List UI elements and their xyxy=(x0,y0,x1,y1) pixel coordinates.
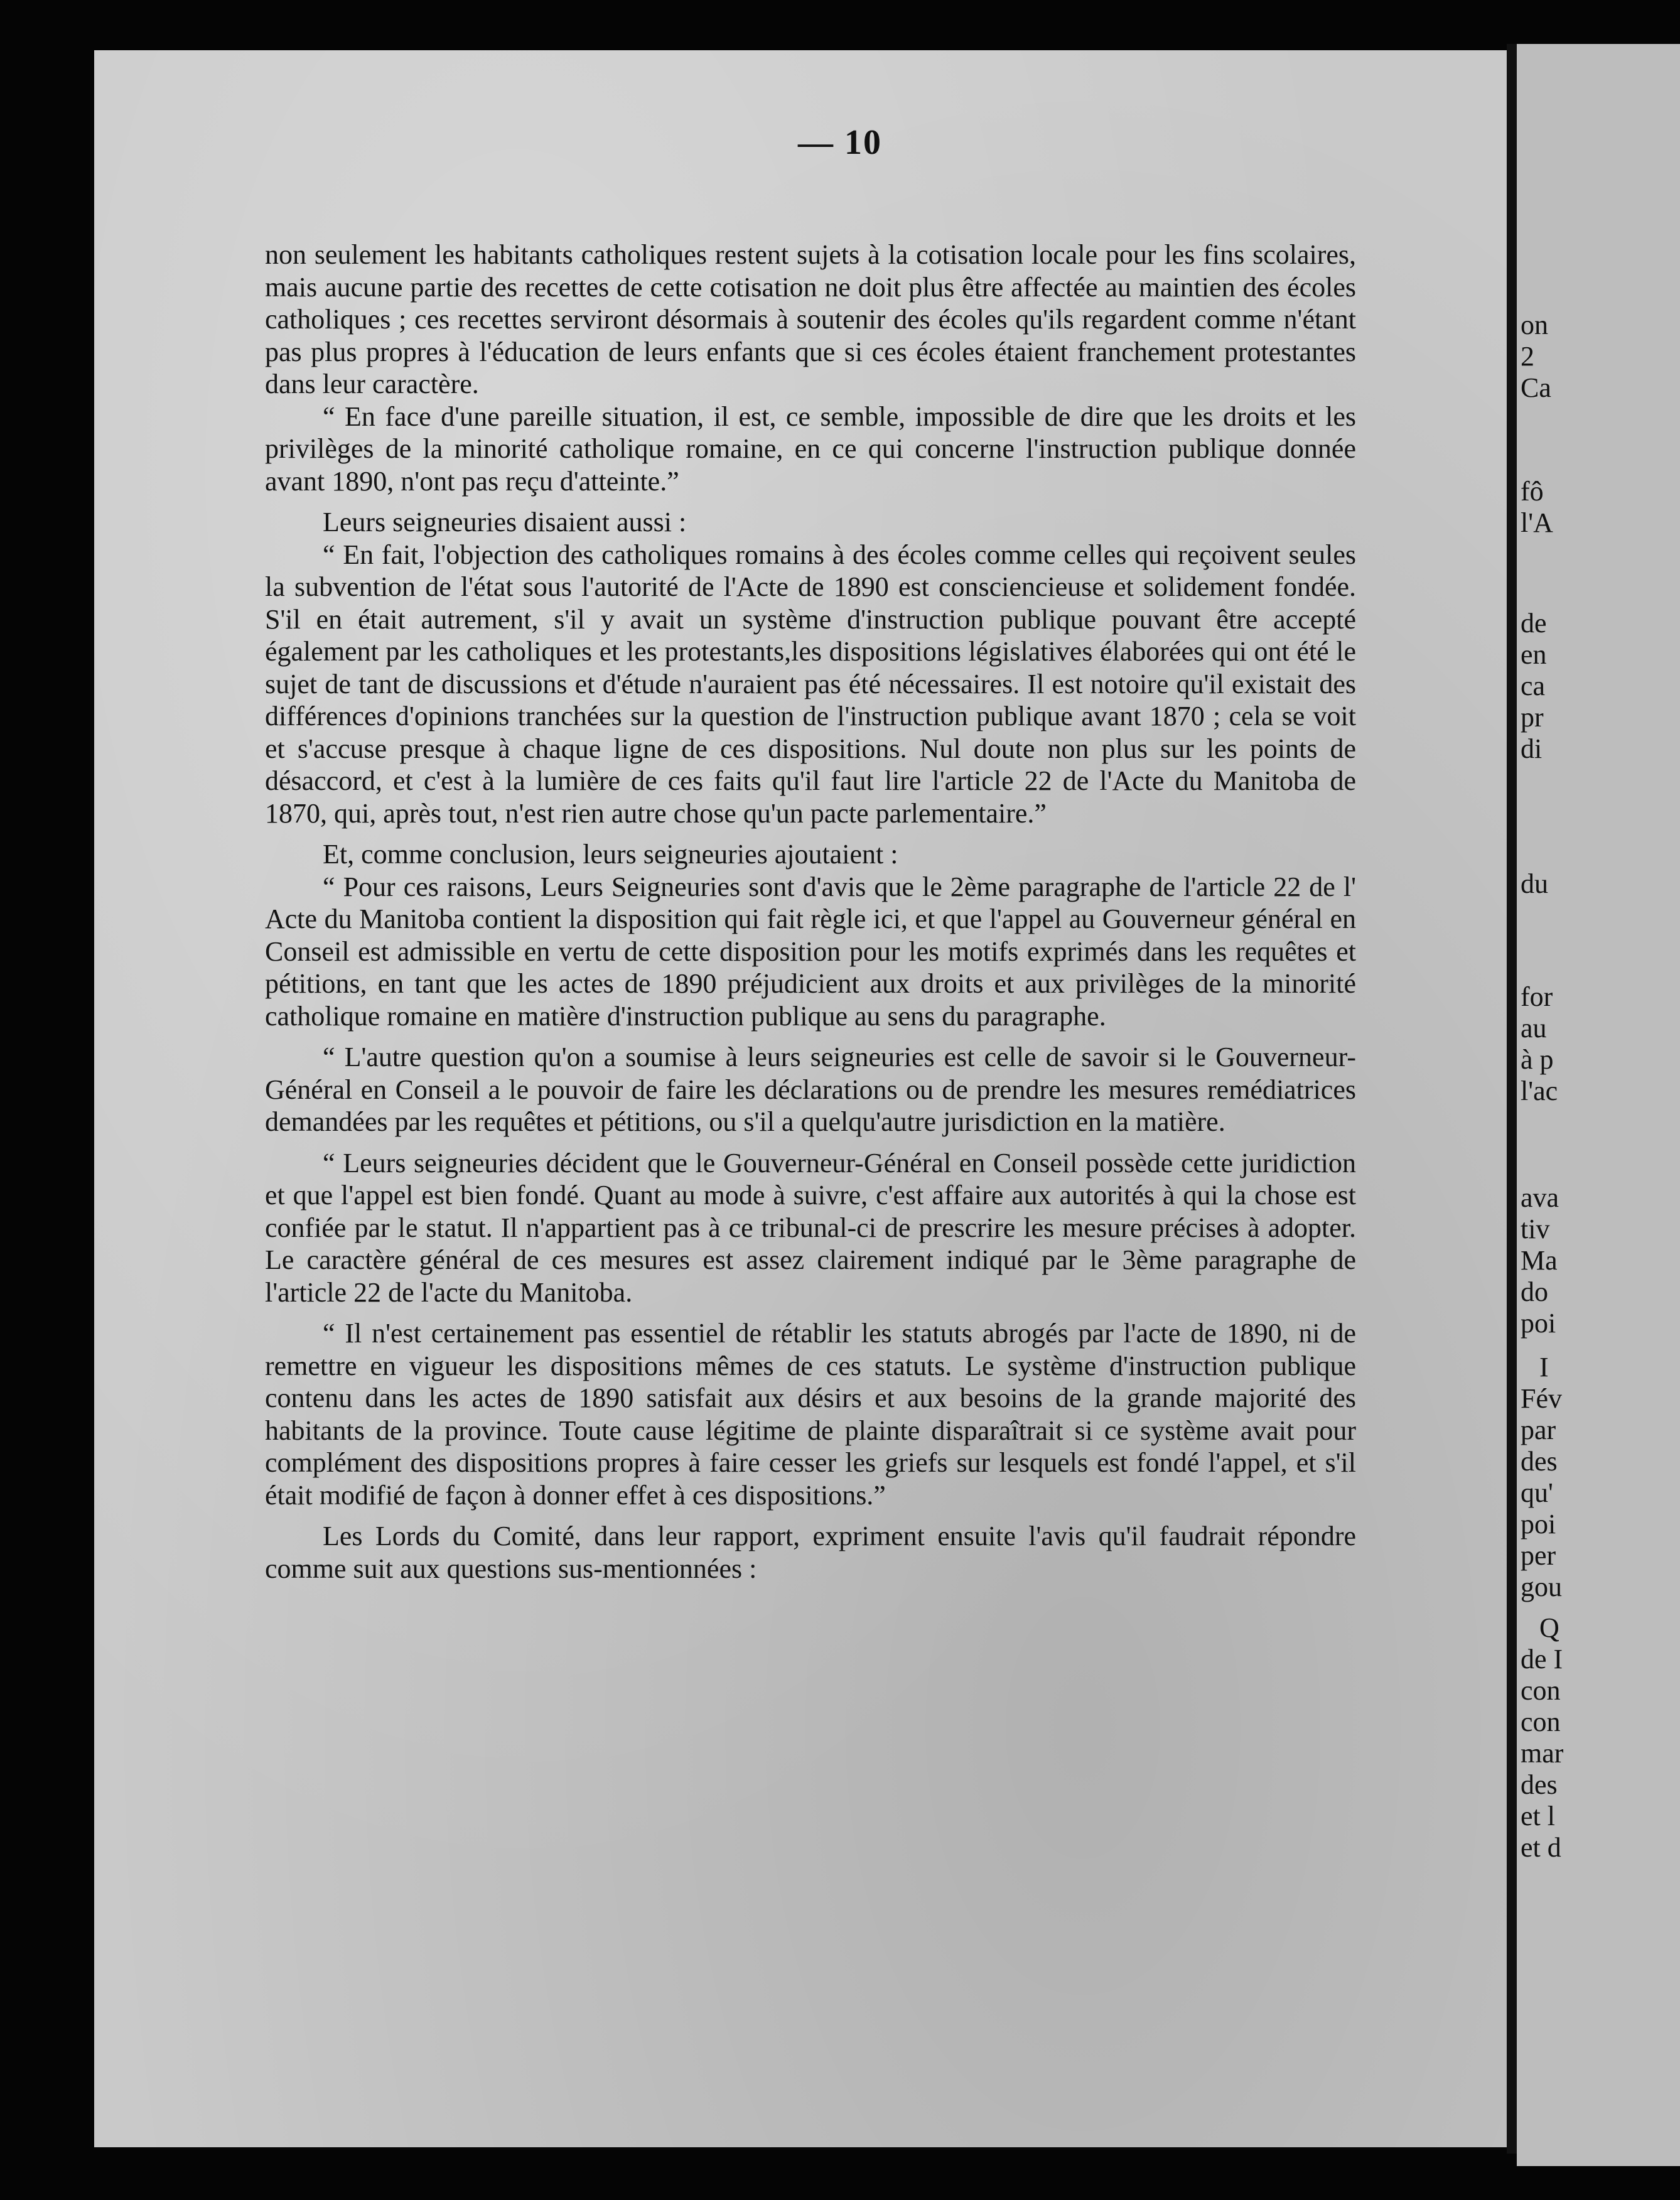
adjacent-page-fragment: pr xyxy=(1521,702,1544,733)
adjacent-page-fragment: mar xyxy=(1521,1738,1564,1769)
adjacent-page-fragment: et l xyxy=(1521,1801,1555,1831)
adjacent-page-fragment: for xyxy=(1521,981,1553,1012)
adjacent-page-fragment: du xyxy=(1521,868,1548,899)
paragraph: Et, comme conclusion, leurs seigneuries ajoutaient : xyxy=(323,839,898,870)
adjacent-page-fragment: au xyxy=(1521,1013,1547,1043)
paragraph: “ L'autre question qu'on a soumise à leurs seigneuries est celle de savoir si le Gouverneur-Général en Conseil a le pouvoir de faire les déclarations ou de prendre les mesures remédiatrices demandées par les requêtes et pétitions, ou s'il a quelqu'autre jurisdiction en la matière. xyxy=(265,1042,1356,1137)
adjacent-page-fragment: ca xyxy=(1521,671,1546,701)
adjacent-page-fragment: Q xyxy=(1539,1612,1559,1643)
adjacent-page-fragment: do xyxy=(1521,1276,1548,1307)
paragraph: Les Lords du Comité, dans leur rapport, expriment ensuite l'avis qu'il faudrait répondre comme suit aux questions sus-mentionnées : xyxy=(265,1521,1356,1584)
adjacent-page-fragment: à p xyxy=(1521,1044,1554,1075)
adjacent-page-fragment: con xyxy=(1521,1675,1561,1706)
page-gutter xyxy=(1507,44,1517,2154)
paragraph: “ Pour ces raisons, Leurs Seigneuries sont d'avis que le 2ème paragraphe de l'article 22 de l' Acte du Manitoba contient la disposition qui fait règle ici, et que l'appel au Gouverneur général en Conseil est admissible en vertu de cette disposition pour les motifs exprimés dans les requêtes et pétitions, en tant que les actes de 1890 préjudicient aux droits et aux privilèges de la minorité catholique romaine en matière d'instruction publique au sens du paragraphe. xyxy=(265,871,1356,1032)
adjacent-page-fragment: per xyxy=(1521,1540,1556,1571)
adjacent-page-fragment: des xyxy=(1521,1769,1558,1800)
adjacent-page-fragment: de xyxy=(1521,608,1547,639)
adjacent-page-fragment: et d xyxy=(1521,1832,1561,1863)
paragraph: Leurs seigneuries disaient aussi : xyxy=(323,507,687,537)
adjacent-page-fragment: l'ac xyxy=(1521,1076,1558,1106)
paragraph: “ En face d'une pareille situation, il est, ce semble, impossible de dire que les droits et les privilèges de la minorité catholique romaine, en ce qui concerne l'instruction publique donnée avant 1890, n'ont pas reçu d'atteinte.” xyxy=(265,401,1356,497)
adjacent-page-fragment: des xyxy=(1521,1446,1558,1477)
adjacent-page-fragment: fô xyxy=(1521,476,1544,507)
adjacent-page-fragment: tiv xyxy=(1521,1214,1550,1244)
adjacent-page-fragment: di xyxy=(1521,733,1543,764)
adjacent-page-fragment: Fév xyxy=(1521,1383,1562,1414)
body-text xyxy=(265,239,1356,1585)
adjacent-page-fragment: 2 xyxy=(1521,341,1534,372)
adjacent-page-fragment: ava xyxy=(1521,1182,1559,1213)
adjacent-page xyxy=(1517,44,1680,2166)
paragraph: non seulement les habitants catholiques restent sujets à la cotisation locale pour les fins scolaires, mais aucune partie des recettes de cette cotisation ne doit plus être affectée au maintien des écoles catholiques ; ces recettes serviront désormais à soutenir des écoles qu'ils regardent comme n'étant pas plus propres à l'éducation de leurs enfants que si ces écoles étaient franchement protestantes dans leur caractère. xyxy=(265,239,1356,399)
paragraph: “ Leurs seigneuries décident que le Gouverneur-Général en Conseil possède cette juridiction et que l'appel est bien fondé. Quant au mode à suivre, c'est affaire aux autorités à qui la chose est confiée par le statut. Il n'appartient pas à ce tribunal-ci de prescrire les mesure précises à adopter. Le caractère général de ces mesures est assez clairement indiqué par le 3ème paragraphe de l'article 22 de l'acte du Manitoba. xyxy=(265,1147,1356,1308)
adjacent-page-fragment: I xyxy=(1539,1352,1549,1383)
adjacent-page-fragment: Ca xyxy=(1521,372,1551,403)
page-number: — 10 xyxy=(798,123,882,162)
adjacent-page-fragment: de I xyxy=(1521,1644,1563,1674)
adjacent-page-fragment: poi xyxy=(1521,1509,1556,1539)
adjacent-page-fragment: l'A xyxy=(1521,507,1553,538)
adjacent-page-fragment: con xyxy=(1521,1707,1561,1737)
adjacent-page-fragment: qu' xyxy=(1521,1477,1553,1508)
adjacent-page-fragment: en xyxy=(1521,639,1547,670)
adjacent-page-fragment: gou xyxy=(1521,1572,1562,1602)
adjacent-page-fragment: Ma xyxy=(1521,1245,1558,1276)
adjacent-page-fragment: on xyxy=(1521,310,1548,340)
paragraph: “ En fait, l'objection des catholiques romains à des écoles comme celles qui reçoivent seules la subvention de l'état sous l'autorité de l'Acte de 1890 est consciencieuse et solidement fondée. S'il en était autrement, s'il y avait un système d'instruction publique pouvant être accepté également par les catholiques et les protestants,les dispositions législatives élaborées qui ont été le sujet de tant de discussions et d'étude n'auraient pas été nécessaires. Il est notoire qu'il existait des différences d'opinions tranchées sur la question de l'instruction publique avant 1870 ; cela se voit et s'accuse presque à chaque ligne de ces dispositions. Nul doute non plus sur les points de désaccord, et c'est à la lumière de ces faits qu'il faut lire l'article 22 de l'Acte du Manitoba de 1870, qui, après tout, n'est rien autre chose qu'un pacte parlementaire.” xyxy=(265,539,1356,829)
adjacent-page-fragment: poi xyxy=(1521,1308,1556,1339)
adjacent-page-fragment: par xyxy=(1521,1415,1556,1445)
paragraph: “ Il n'est certainement pas essentiel de rétablir les statuts abrogés par l'acte de 1890, ni de remettre en vigueur les dispositions mêmes de ces statuts. Le système d'instruction publique contenu dans les actes de 1890 satisfait aux désirs et aux besoins de la grande majorité des habitants de la province. Toute cause légitime de plainte disparaîtrait si ce système avait pour complément des dispositions propres à faire cesser les griefs sur lesquels est fondé l'appel, et s'il était modifié de façon à donner effet à ces dispositions.” xyxy=(265,1318,1356,1511)
